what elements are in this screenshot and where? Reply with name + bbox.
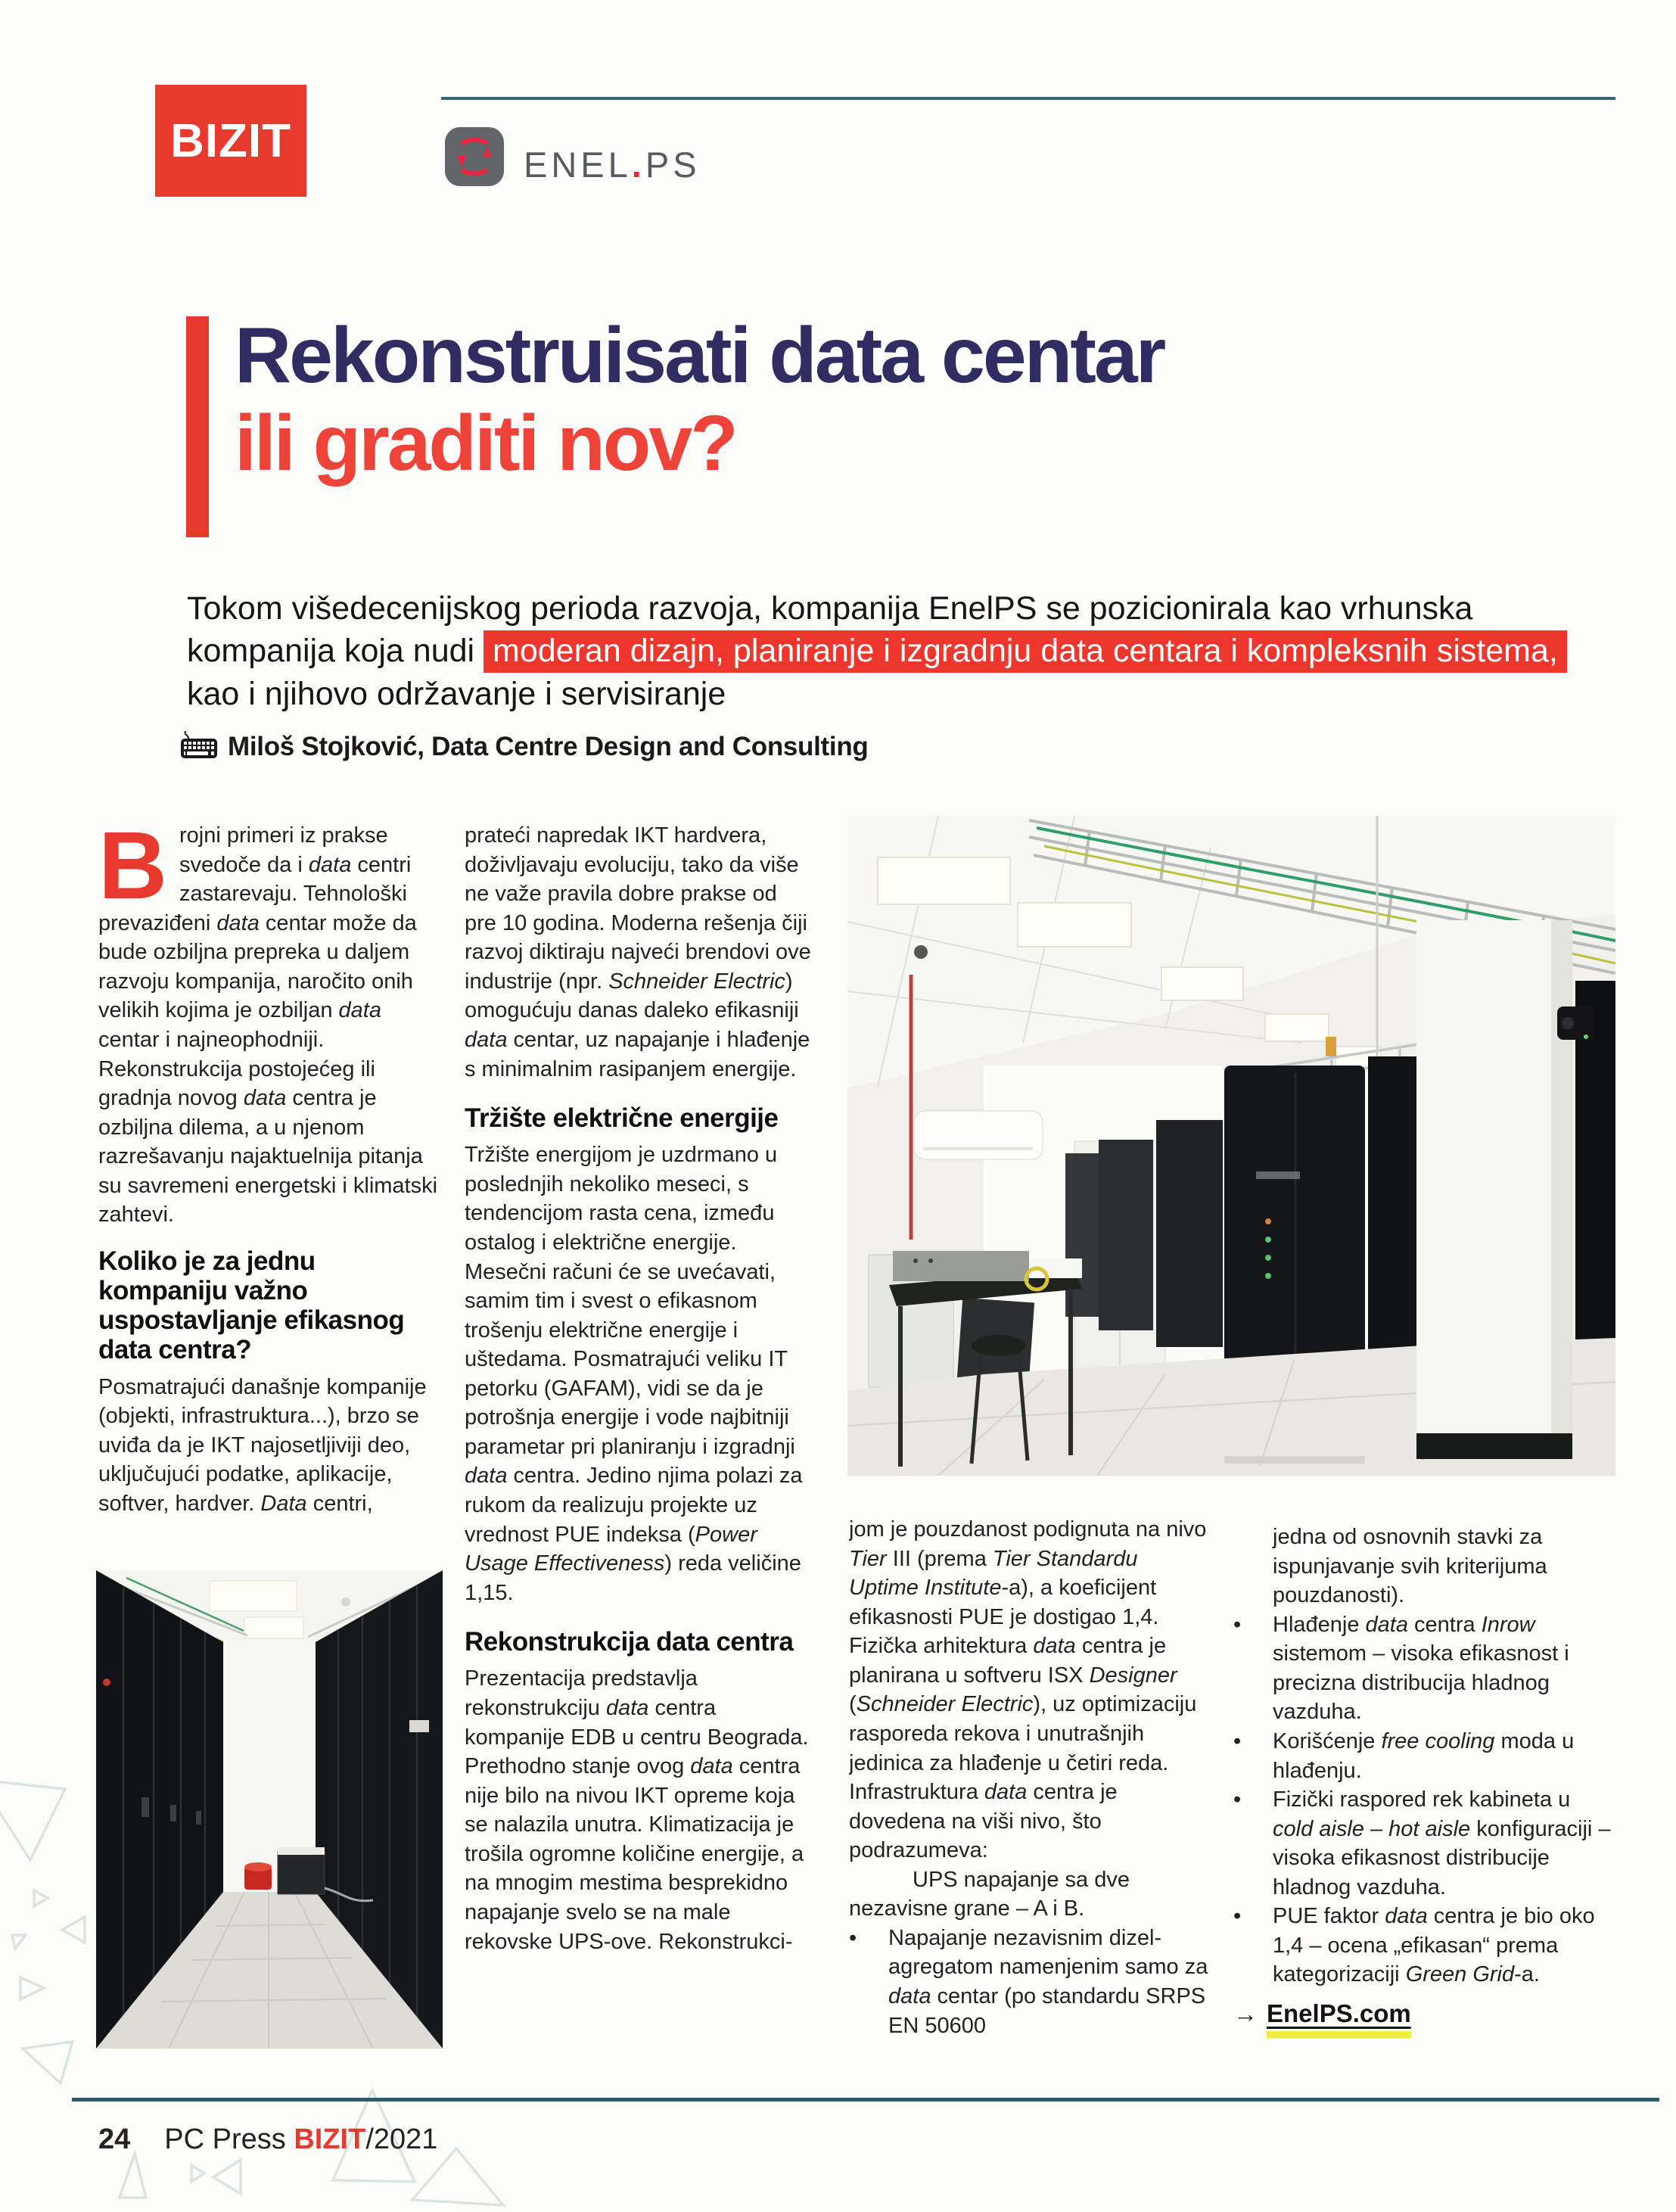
body-column-3 (849, 1515, 1211, 2094)
bullet-item (1233, 1610, 1615, 1727)
bullet-text: • Fizički raspored rek kabineta u cold aisle – hot aisle konfiguraciji – visoka efikasnost distribucije hladnog vazduha. (1273, 1787, 1611, 1899)
body-column-2 (465, 821, 814, 2092)
keyboard-icon (181, 731, 217, 762)
footer-rule (72, 2098, 1659, 2102)
white-column (1416, 920, 1572, 1459)
paragraph (98, 1373, 445, 1519)
paragraph-text: rojni primeri iz prakse svedoče da i data centri zastarevaju. Tehnološki prevaziđeni data centar može da bude ozbiljna prepreka u daljem razvoju kompanija, naročito onih velikih kojima je ozbiljan data centar i najneophodniji. Rekonstrukcija postojećeg ili gradnja novog data centra je ozbiljna dilema, a u njenom razrešavanju najaktuelnija pitanja su savremeni energetski i klimatski zahtevi. (98, 823, 438, 1227)
paragraph-text: jedna od osnovnih stavki za ispunjavanje svih kriterijuma pouzdanosti). (1273, 1525, 1547, 1608)
paragraph-continuation (1273, 1523, 1615, 1610)
light-panel (210, 1581, 297, 1611)
paragraph (465, 1140, 814, 1607)
enelps-wordmark-enel: ENEL (524, 145, 632, 185)
yellow-fitting (1326, 1037, 1336, 1056)
lead-seg2: kao i njihovo održavanje i servisiranje (187, 675, 726, 712)
paragraph (849, 1515, 1211, 1865)
page-number: 24 (98, 2123, 131, 2155)
paragraph-text: jom je pouzdanost podignuta na nivo Tier III (prema Tier Standardu Uptime Institute-a), a koeficijent efikasnosti PUE je dostigao 1,4. Fizička arhitektura data centra je planirana u softveru ISX Designer (Schneider Electric), uz optimizaciju rasporeda rekova i unutrašnjih jedinica za hlađenje u četiri reda. Infrastruktura data centra je dovedena na viši nivo, što podrazumeva: (849, 1517, 1207, 1863)
body-column-1 (98, 821, 445, 1559)
lead-highlight: moderan dizajn, planiranje i izgradnju data centara i kompleksnih sistema, (484, 630, 1567, 673)
paragraph-text: Tržište energijom je uzdrmano u poslednjih nekoliko meseci, s tendencijom rasta cena, između ostalog i električne energije. Mesečni računi će se uvećavati, samim tim i svest o efikasnom trošenju električne energije i uštedama. Posmatrajući veliku IT petorku (GAFAM), vidi se da je potrošnja energije i vode najbitniji parametar pri planiranju i izgradnji data centra. Jedino njima polazi za rukom da realizuju projekte uz vrednost PUE indeksa (Power Usage Effectiveness) reda veličine 1,15. (465, 1143, 803, 1605)
enelps-wordmark (524, 144, 701, 185)
footer-magazine (164, 2123, 437, 2156)
paragraph-text: prateći napredak IKT hardvera, doživljavaju evoluciju, tako da više ne važe pravila dobre prakse od pre 10 godina. Moderna rešenja čiji razvoj diktiraju najveći brendovi ove industrije (npr. Schneider Electric) omogućuju danas daleko efikasniji data centar, uz napajanje i hlađenje s minimalnim rasipanjem energije. (465, 823, 811, 1081)
dropcap: B (98, 821, 167, 919)
red-bucket (244, 1862, 272, 1890)
enelps-wordmark-ps: PS (645, 145, 701, 185)
bullet-item (1233, 1727, 1615, 1785)
article-title (235, 312, 1164, 488)
server-racks-back (1065, 1120, 1223, 1347)
light-panel (244, 1617, 303, 1638)
bizit-logo-text: BIZIT (170, 114, 291, 167)
byline (181, 731, 869, 762)
byline-author: Miloš Stojković, Data Centre Design and Consulting (228, 731, 869, 761)
lead-seg1: Tokom višedecenijskog perioda razvoja, kompanija EnelPS se pozicionirala kao vrhunska kompanija koja nudi (187, 590, 1473, 670)
title-accent-bar (186, 316, 209, 537)
camera (914, 945, 928, 959)
paragraph-text: Posmatrajući današnje kompanije (objekti, infrastruktura...), brzo se uviđa da je IKT najosetljiviji deo, uključujući podatke, aplikacije, softver, hardver. Data centri, (98, 1374, 427, 1516)
bullet-text: • Hlađenje data centra Inrow sistemom – visoka efikasnost i precizna distribucija hladnog vazduha. (1273, 1612, 1569, 1725)
paragraph-indented (849, 1865, 1211, 1924)
paragraph (98, 821, 445, 1230)
photo-server-corridor (96, 1570, 443, 2049)
bullet-item (1233, 1785, 1615, 1902)
body-column-4 (1233, 1523, 1615, 2038)
bullet-item (1233, 1902, 1615, 1990)
footer (98, 2123, 437, 2156)
article-title-line1: Rekonstruisati data centar (235, 312, 1164, 400)
ac-unit (914, 1111, 1043, 1159)
bullet-text: • Korišćenje free cooling moda u hlađenju. (1273, 1728, 1575, 1783)
paragraph (465, 821, 814, 1084)
section-heading: Koliko je za jednu kompaniju važno uspostavljanje efikasnog data centra? (98, 1246, 405, 1365)
magazine-name: PC Press (164, 2123, 294, 2155)
issue-year: /2021 (365, 2123, 438, 2155)
paragraph (465, 1664, 814, 1956)
enelps-wordmark-dot: . (631, 145, 645, 185)
rack-shadow (1224, 1456, 1365, 1464)
enelps-logo-icon (445, 127, 504, 190)
camera-on-column (1557, 1006, 1595, 1040)
issue-name: BIZIT (294, 2123, 366, 2155)
bizit-logo (155, 85, 306, 197)
smoke-detector (341, 1598, 350, 1607)
photo-main-datacenter-room (847, 816, 1615, 1476)
paragraph-text: UPS napajanje sa dve nezavisne grane – A i B. (849, 1867, 1130, 1921)
section-heading: Tržište električne energije (465, 1103, 779, 1134)
bullet-item (849, 1924, 1211, 2040)
bullet-text: • Napajanje nezavisnim dizel-agregatom namenjenim samo za data centar (po standardu SRPS EN 50600 (888, 1925, 1208, 2038)
article-title-line2: ili graditi nov? (235, 400, 736, 488)
section-heading: Rekonstrukcija data centra (465, 1627, 794, 1657)
rack-label (409, 1720, 429, 1732)
bullet-text: • PUE faktor data centra je bio oko 1,4 – ocena „efikasan“ prema kategorizaciji Green Grid-a. (1273, 1904, 1595, 1987)
arrow-right-icon: → (1233, 2000, 1258, 2027)
stool (972, 1335, 1026, 1356)
enelps-com-link[interactable]: EnelPS.com (1267, 1997, 1411, 2038)
header-rule (441, 97, 1615, 100)
paragraph-text: Prezentacija predstavlja rekonstrukciju data centra kompanije EDB u centru Beograda. Prethodno stanje ovog data centra nije bilo na nivou IKT opreme koja se nalazila unutra. Klimatizacija je trošila ogromne količine energije, a na mnogim mestima besprekidno napajanje svelo se na male rekovske UPS-ove. Rekonstrukci- (465, 1666, 809, 1954)
red-latch (103, 1678, 110, 1686)
enelps-link-row (1233, 1997, 1615, 2038)
lead-paragraph (187, 587, 1615, 715)
